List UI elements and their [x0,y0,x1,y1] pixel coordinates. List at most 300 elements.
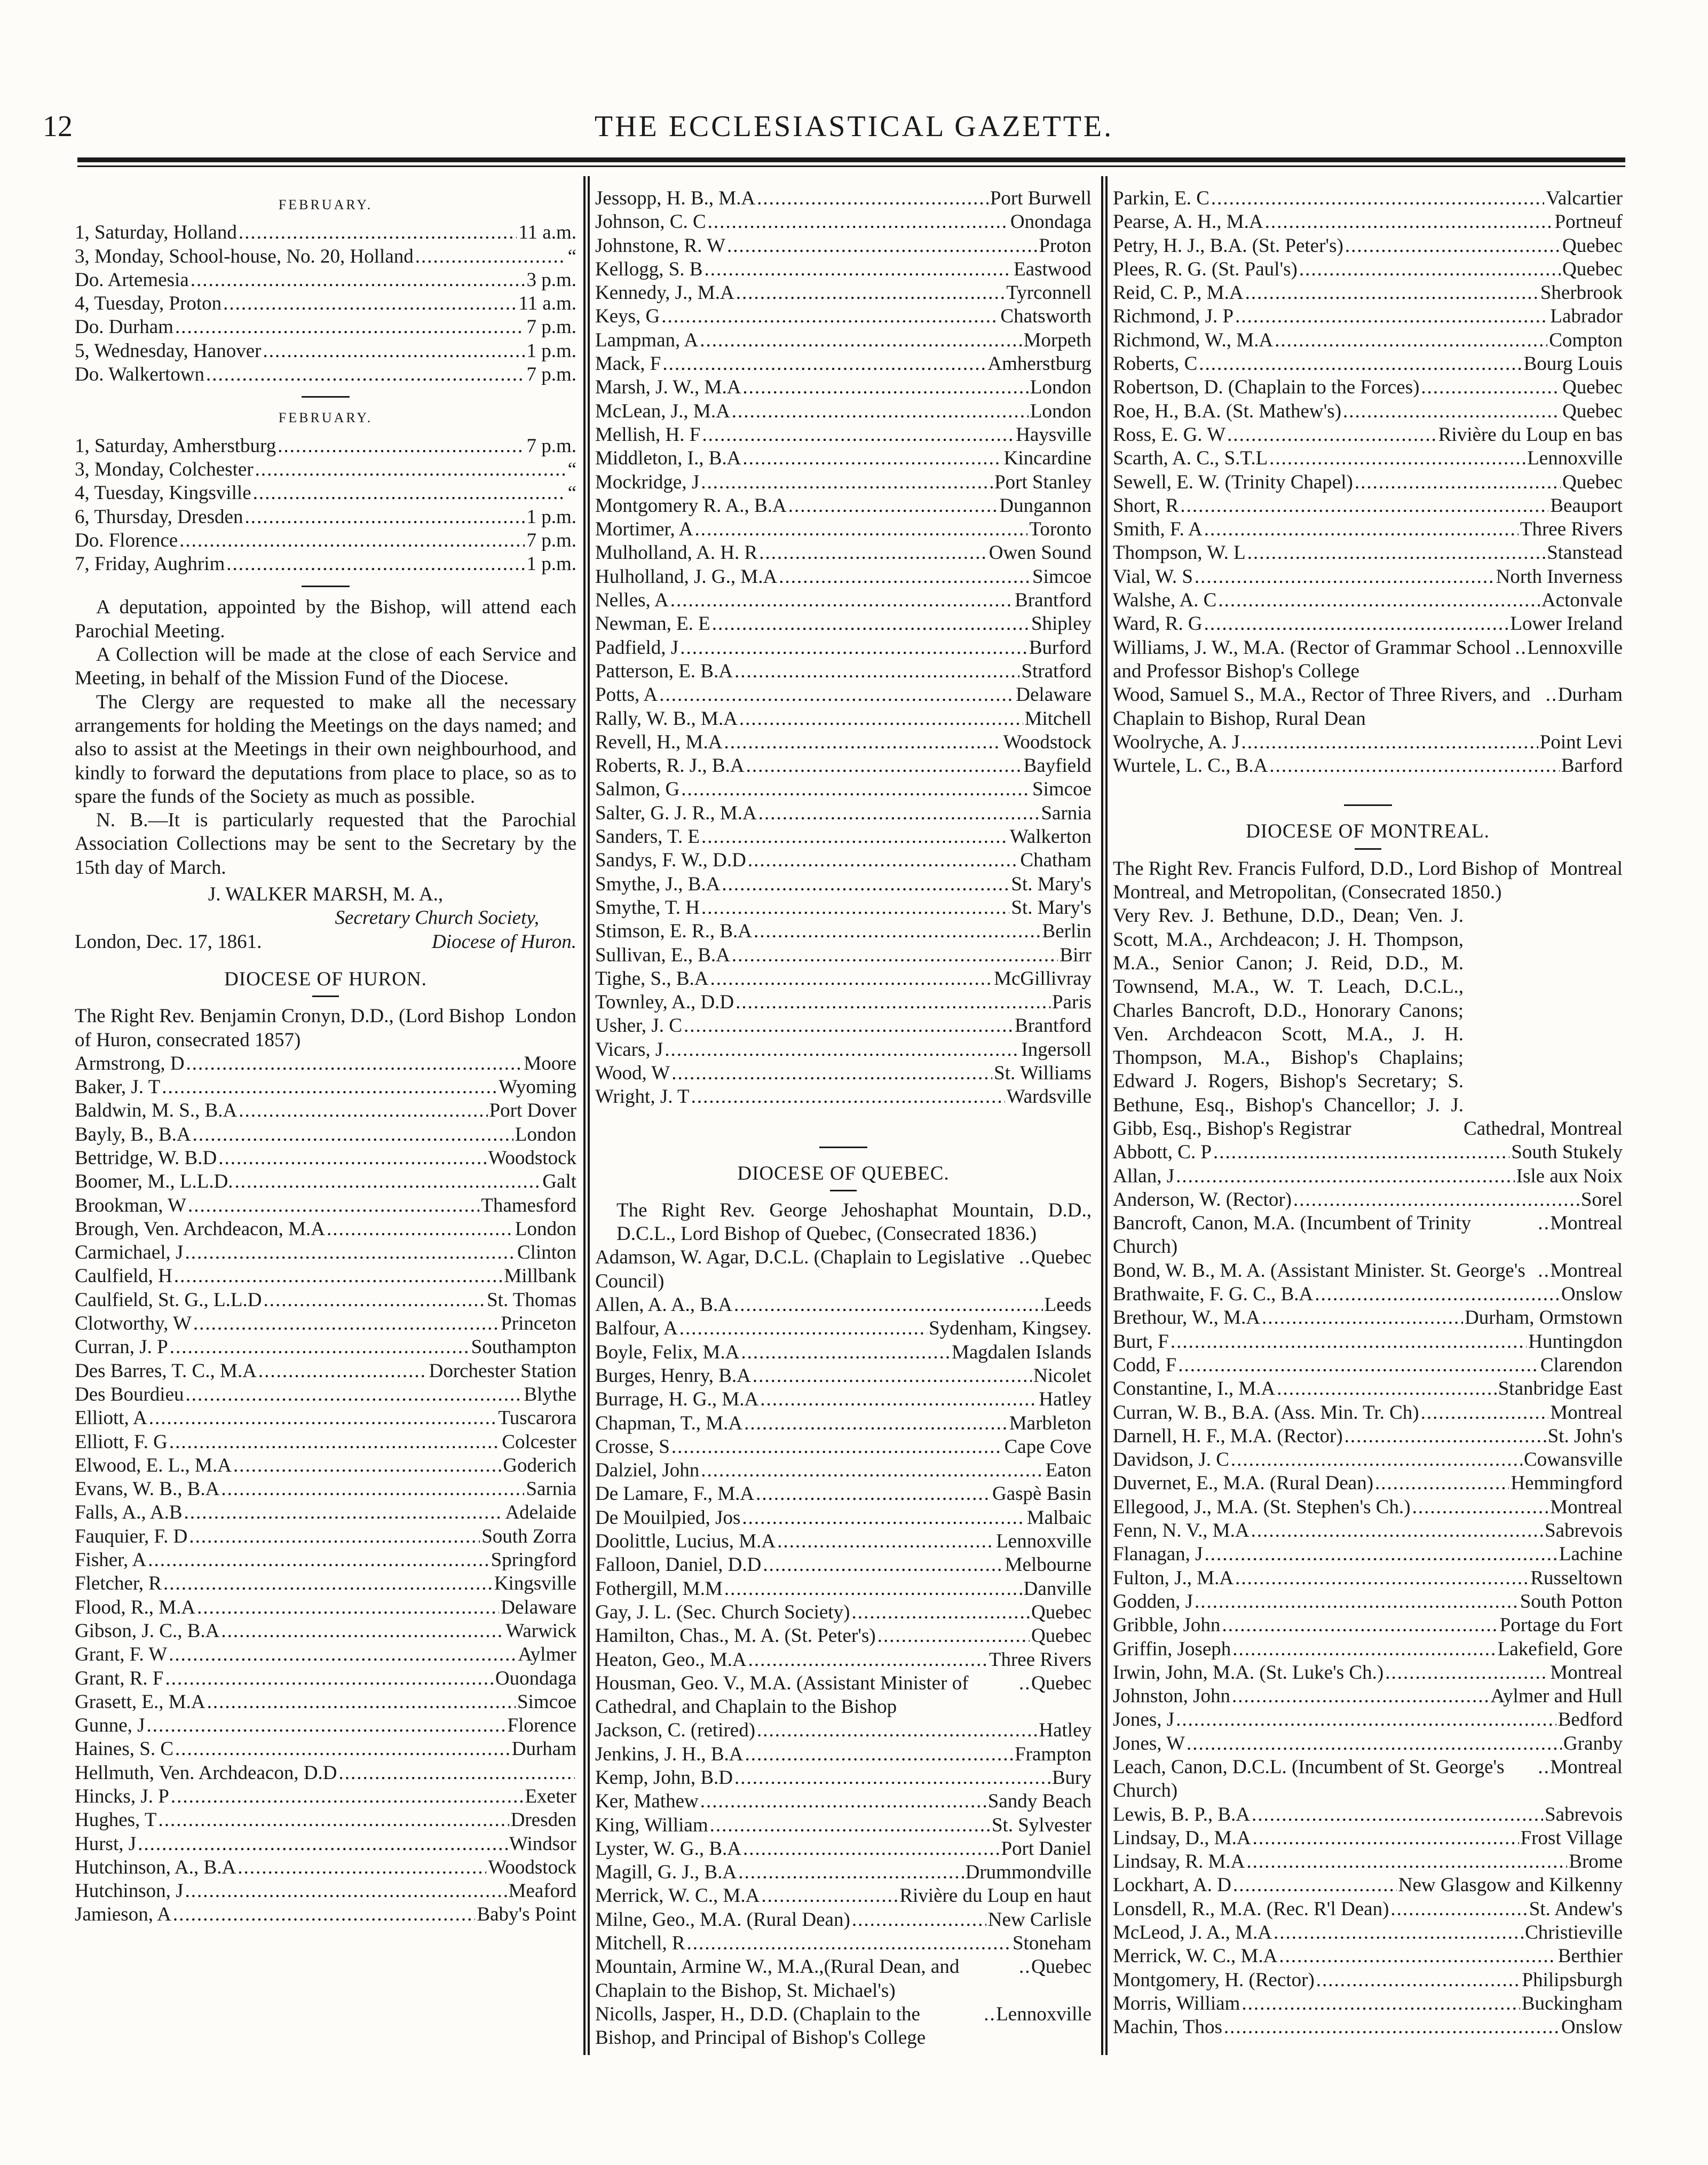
entry-name: Wurtele, L. C., B.A [1113,755,1268,777]
entry-name: Bettridge, W. B.D [75,1147,217,1169]
leader-dots [1265,210,1553,234]
entry-place: Wyoming [499,1076,576,1099]
entry-place: Quebec [1562,258,1623,280]
leader-dots [1343,400,1561,423]
entry-place: Chatham [1020,849,1092,872]
entry-name: Short, R [1113,494,1179,517]
list-entry [595,329,1092,352]
leader-dots [173,1903,476,1926]
clergy-list [1113,187,1623,778]
list-entry [595,305,1092,328]
notice-paragraph: The Clergy are requested to make all the necessary arrangements for holding the Meetings on the days named; and also to assist at the Meetings in their own neighbourhood, and kindly to forward the deputations from place to place, so as to spare the funds of the Society as much as possible. [75,691,576,808]
entry-name: Hutchinson, J [75,1880,184,1902]
leader-dots [1269,447,1525,470]
list-entry [1113,1661,1623,1685]
leader-dots [263,1289,485,1312]
entry-place: St. Mary's [1011,896,1092,919]
leader-dots [174,1265,502,1288]
list-entry [595,518,1092,541]
entry-name: Sandys, F. W., D.D [595,849,746,872]
entry-name: De Mouilpied, Jos [595,1506,741,1529]
list-entry [595,423,1092,447]
entry-place: Quebec [1562,400,1623,422]
entry-name: Evans, W. B., B.A [75,1478,220,1500]
list-entry [1113,754,1623,778]
list-entry [1113,683,1623,731]
leader-dots [162,1076,497,1099]
entry-name: Bond, W. B., M. A. (Assistant Minister. St. George's [1113,1259,1525,1282]
clergy-list [75,1052,576,1927]
list-entry [1113,1259,1623,1283]
entry-place: 7 p.m. [526,529,576,551]
entry-place: Magdalen Islands [951,1341,1092,1363]
column-divider [588,176,590,2055]
list-entry [1113,518,1623,541]
leader-dots [185,1241,516,1265]
entry-name: Anderson, W. (Rector) [1113,1188,1292,1211]
entry-name: Usher, J. C [595,1015,682,1037]
list-entry [75,1431,576,1454]
notice-paragraph: A Collection will be made at the close of each Service and Meeting, in behalf of the Mission Fund of the Diocese. [75,644,576,690]
list-entry [595,1790,1092,1813]
list-entry [1113,494,1623,518]
entry-place: Christieville [1525,1922,1623,1944]
entry-place: Moore [524,1052,576,1074]
entry-place: Clinton [517,1242,576,1264]
leader-dots [680,636,1027,660]
list-entry [595,754,1092,778]
bishop-name: The Right Rev. Benjamin Cronyn, D.D., (Lord Bishop of Huron, consecrated 1857) [75,1005,505,1051]
leader-dots [1345,234,1561,258]
leader-dots [233,1454,501,1477]
entry-place: Eaton [1045,1459,1092,1482]
list-entry [1113,1827,1623,1850]
leader-dots [744,1412,1008,1435]
list-entry [595,400,1092,423]
entry-name: Mitchell, R [595,1932,685,1955]
clergy-list [595,1246,1092,2050]
list-entry [75,268,576,292]
list-entry [595,707,1092,731]
leader-dots [327,1218,513,1241]
entry-name: Fenn, N. V., M.A [1113,1520,1250,1542]
entry-place: Quebec [1031,1672,1092,1694]
list-entry [595,1388,1092,1411]
leader-dots [760,1388,1037,1411]
entry-name: Grant, F. W [75,1643,168,1666]
list-entry [75,552,576,576]
entry-name: Revell, H., M.A [595,731,723,753]
leader-dots [1315,1283,1560,1306]
leader-dots [1390,1898,1527,1921]
entry-name: Lockhart, A. D [1113,1874,1231,1897]
list-entry [75,1903,576,1926]
list-entry [595,1246,1092,1293]
leader-dots [701,825,1008,849]
leader-dots [1178,1354,1539,1377]
entry-place: Malbaic [1026,1506,1092,1529]
entry-name: Machin, Thos [1113,2016,1222,2038]
leader-dots [239,221,517,244]
entry-place: Dresden [510,1809,576,1831]
entry-name: 3, Monday, Colchester [75,458,254,480]
list-entry [75,1596,576,1619]
list-entry [1113,1945,1623,1968]
entry-name: Montgomery R. A., B.A [595,494,787,517]
entry-name: Ellegood, J., M.A. (St. Stephen's Ch.) [1113,1496,1411,1518]
section-rule [312,995,339,997]
list-entry [75,1619,576,1643]
entry-place: Sarnia [1041,802,1092,824]
list-entry [595,1884,1092,1908]
list-entry [595,1014,1092,1038]
entry-name: Ker, Mathew [595,1790,699,1813]
leader-dots [671,1062,992,1085]
list-entry [1113,1306,1623,1330]
entry-place: Brantford [1015,1015,1092,1037]
leader-dots [738,1861,963,1884]
leader-dots [1211,187,1544,210]
entry-place: Philipsburgh [1522,1969,1623,1991]
leader-dots [238,1856,486,1879]
entry-name: Roberts, R. J., B.A [595,755,745,777]
entry-name: Roe, H., B.A. (St. Mathew's) [1113,400,1342,422]
entry-place: Simcoe [517,1690,576,1713]
leader-dots [748,1648,987,1672]
entry-place: St. Thomas [487,1289,576,1311]
list-entry [595,1814,1092,1837]
list-entry [1113,1969,1623,1992]
leader-dots [661,305,999,328]
leader-dots [670,589,1013,612]
entry-name: 4, Tuesday, Kingsville [75,482,251,504]
section-rule [1344,804,1392,806]
list-entry [1113,565,1623,589]
leader-dots [1204,612,1509,636]
list-entry [1113,1874,1623,1897]
leader-dots [1316,1969,1521,1992]
leader-dots [1019,1955,1030,1979]
list-entry [1113,1212,1623,1259]
list-entry [1113,1188,1623,1212]
entry-place: Huntingdon [1528,1330,1623,1353]
list-entry [1113,1519,1623,1543]
list-entry [75,434,576,458]
entry-place: St. Mary's [1011,873,1092,895]
entry-place: Buckingham [1521,1992,1623,2014]
list-entry [1113,471,1623,494]
entry-place: Goderich [503,1454,576,1476]
entry-name: Flanagan, J [1113,1543,1203,1566]
entry-name: Mulholland, A. H. R [595,542,758,564]
leader-dots [681,778,1031,801]
leader-dots [1176,1165,1515,1188]
entry-name: Scarth, A. C., S.T.L [1113,447,1268,470]
entry-place: “ [567,482,576,504]
entry-name: Vicars, J [595,1038,663,1061]
list-entry [75,1076,576,1099]
list-entry [595,731,1092,754]
list-entry [75,1761,576,1785]
leader-dots [1231,1448,1522,1472]
leader-dots [1538,1756,1548,1779]
list-entry [75,292,576,315]
entry-place: Chatsworth [1000,305,1092,328]
leader-dots [1235,1567,1529,1590]
entry-place: 3 p.m. [526,268,576,291]
list-entry [595,1293,1092,1317]
entry-name: Vial, W. S [1113,565,1193,588]
entry-name: Caulfield, St. G., L.L.D [75,1289,262,1311]
leader-dots [753,1364,1032,1388]
entry-name: Fletcher, R [75,1573,162,1595]
list-entry [1113,1330,1623,1354]
entry-place: Thamesford [481,1194,576,1216]
entry-name: Merrick, W. C., M.A [1113,1945,1278,1968]
leader-dots [1205,1543,1557,1566]
entry-place: Compton [1549,329,1623,351]
leader-dots [1241,731,1538,754]
column-2 [595,187,1092,2050]
schedule-month: FEBRUARY. [278,197,373,212]
entry-name: Lewis, B. P., B.A [1113,1803,1250,1826]
entry-place: South Potton [1520,1590,1623,1613]
leader-dots [679,1317,927,1340]
leader-dots [147,1714,506,1737]
leader-dots [184,1501,504,1524]
section-rule [302,586,350,587]
entry-name: Wood, W [595,1062,670,1084]
entry-place: Aylmer and Hull [1490,1685,1623,1708]
entry-name: 6, Thursday, Dresden [75,505,243,528]
entry-place: “ [567,458,576,480]
entry-place: Leeds [1044,1294,1092,1316]
list-entry [1113,1165,1623,1188]
leader-dots [1204,518,1519,541]
entry-name: Robertson, D. (Chaplain to the Forces) [1113,376,1420,399]
entry-place: Millbank [504,1265,576,1287]
entry-place: Warwick [505,1619,576,1642]
entry-place: 11 a.m. [518,293,576,315]
list-entry [75,1052,576,1076]
entry-place: Onslow [1561,1283,1623,1306]
list-entry [75,481,576,505]
entry-place: Windsor [509,1832,576,1855]
leader-dots [253,481,566,505]
signature-title: Secretary Church Society, [335,907,539,929]
entry-name: Jackson, C. (retired) [595,1719,756,1742]
entry-place: Portage du Fort [1499,1614,1623,1637]
entry-place: Lennoxville [996,2003,1092,2025]
entry-name: Jones, J [1113,1709,1175,1731]
section-heading: DIOCESE OF MONTREAL. [1246,820,1490,843]
list-entry [1113,329,1623,352]
leader-dots [255,458,566,481]
leader-dots [852,1908,986,1932]
leader-dots [724,1577,1022,1601]
list-entry [75,1289,576,1312]
leader-dots [1199,352,1522,376]
entry-place: 1 p.m. [526,553,576,575]
leader-dots [239,1099,487,1123]
list-entry [75,1336,576,1359]
entry-name: Padfield, J [595,636,679,659]
leader-dots [851,1601,1030,1624]
entry-place: St. Williams [994,1062,1092,1084]
list-entry [595,1553,1092,1577]
entry-place: Quebec [1562,234,1623,257]
leader-dots [170,1336,470,1359]
leader-dots [1246,1850,1567,1874]
entry-place: Stanbridge East [1498,1378,1623,1400]
column-1 [75,187,576,1927]
leader-dots [1421,1401,1549,1425]
entry-name: Petry, H. J., B.A. (St. Peter's) [1113,234,1343,257]
list-entry [595,991,1092,1014]
list-entry [595,1672,1092,1719]
entry-place: 7 p.m. [526,434,576,457]
leader-dots [1235,305,1548,328]
list-entry [1113,541,1623,565]
clergy-list [595,187,1092,1109]
entry-place: Cowansville [1524,1449,1623,1471]
entry-place: Three Rivers [1520,518,1623,541]
entry-place: Frampton [1015,1743,1092,1765]
entry-place: Rivière du Loup en bas [1438,423,1623,446]
leader-dots [701,471,993,494]
leader-dots [1412,1496,1549,1519]
entry-name: 3, Monday, School-house, No. 20, Holland [75,245,414,267]
entry-place: Port Stanley [994,471,1092,493]
leader-dots [148,1548,489,1572]
entry-name: Johnston, John [1113,1685,1230,1708]
entry-place: Tyrconnell [1006,282,1092,304]
list-entry [595,825,1092,849]
leader-dots [415,245,566,268]
entry-name: Smith, F. A [1113,518,1203,541]
leader-dots [1546,683,1556,707]
entry-name: Duvernet, E., M.A. (Rural Dean) [1113,1472,1374,1495]
leader-dots [724,731,1001,754]
list-entry [75,1407,576,1430]
entry-name: Codd, F [1113,1354,1177,1376]
leader-dots [1232,1685,1489,1708]
leader-dots [1019,1246,1030,1269]
entry-name: Boomer, M., L.L.D. [75,1171,233,1193]
leader-dots [739,707,1023,731]
list-entry [1113,423,1623,447]
list-entry [75,1170,576,1194]
leader-dots [1171,1330,1527,1354]
page-title: THE ECCLESIASTICAL GAZETTE. [594,110,1114,143]
entry-name: Rally, W. B., M.A [595,707,738,730]
leader-dots [185,1879,507,1903]
entry-place: Galt [542,1171,576,1193]
entry-name: Kemp, John, B.D [595,1767,733,1789]
list-entry [1113,1898,1623,1921]
list-entry [1113,1732,1623,1756]
list-entry [1113,1472,1623,1495]
entry-place: Sherbrook [1540,282,1623,304]
entry-name: Fauquier, F. D [75,1525,188,1547]
chapter-place: Cathedral, Montreal [1464,1117,1623,1140]
leader-dots [659,683,1014,707]
notice-paragraph: N. B.—It is particularly requested that the Parochial Association Collections may be sent to the Secretary by the 15th day of March. [75,809,576,879]
entry-name: Bancroft, Canon, M.A. (Incumbent of Trinity Church) [1113,1212,1472,1258]
leader-dots [1224,2016,1560,2039]
list-entry [595,802,1092,825]
leader-dots [763,1553,1003,1577]
entry-place: Three Rivers [989,1648,1092,1671]
list-entry [595,1085,1092,1109]
entry-name: Johnstone, R. W [595,234,725,257]
signature: J. WALKER MARSH, M. A., [208,883,444,906]
entry-place: Adelaide [505,1502,576,1524]
list-entry [595,2003,1092,2050]
leader-dots [704,258,1012,281]
leader-dots [175,315,525,339]
list-entry [75,505,576,529]
leader-dots [221,1619,504,1643]
list-entry [1113,1354,1623,1377]
list-entry [75,529,576,552]
entry-place: Quebec [1562,471,1623,493]
entry-place: Onslow [1561,2016,1623,2038]
entry-name: Reid, C. P., M.A [1113,282,1244,304]
entry-place: Beauport [1550,494,1623,517]
entry-name: King, William [595,1814,708,1836]
leader-dots [1213,1141,1509,1164]
entry-name: Mack, F [595,353,661,375]
entry-name: Sullivan, E., B.A [595,944,730,966]
entry-place: North Inverness [1496,565,1623,588]
column-3 [1113,187,1623,2040]
entry-place: Montreal [1550,1401,1623,1424]
list-entry [75,1667,576,1690]
list-entry [75,221,576,244]
entry-name: Abbott, C. P [1113,1141,1212,1164]
entry-place: Marbleton [1009,1412,1092,1434]
entry-name: Kennedy, J., M.A [595,282,734,304]
entry-place: Woodstock [488,1147,576,1169]
entry-place: Tuscarora [498,1407,576,1429]
leader-dots [665,1038,1019,1062]
list-entry [1113,1685,1623,1708]
list-entry [595,1435,1092,1459]
leader-dots [1345,1425,1546,1448]
entry-name: Wood, Samuel S., M.A., Rector of Three Rivers, and Chaplain to Bishop, Rural Dean [1113,684,1531,730]
leader-dots [188,1194,479,1218]
list-entry [595,1601,1092,1624]
entry-name: Flood, R., M.A [75,1596,196,1618]
entry-place: Woodstock [488,1856,576,1878]
entry-place: Valcartier [1546,187,1623,209]
entry-name: Baldwin, M. S., B.A [75,1100,238,1122]
list-entry [75,1194,576,1218]
list-entry [595,1459,1092,1482]
leader-dots [1187,1732,1562,1756]
entry-place: Delaware [501,1596,576,1618]
entry-place: London [515,1123,576,1145]
entry-name: Lyster, W. G., B.A [595,1837,741,1860]
leader-dots [712,612,1030,636]
leader-dots [179,529,525,552]
list-entry [75,1714,576,1737]
entry-name: Ross, E. G. W [1113,423,1226,446]
entry-place: Sabrevois [1545,1803,1623,1826]
entry-place: Birr [1059,944,1092,966]
entry-name: Griffin, Joseph [1113,1638,1231,1660]
